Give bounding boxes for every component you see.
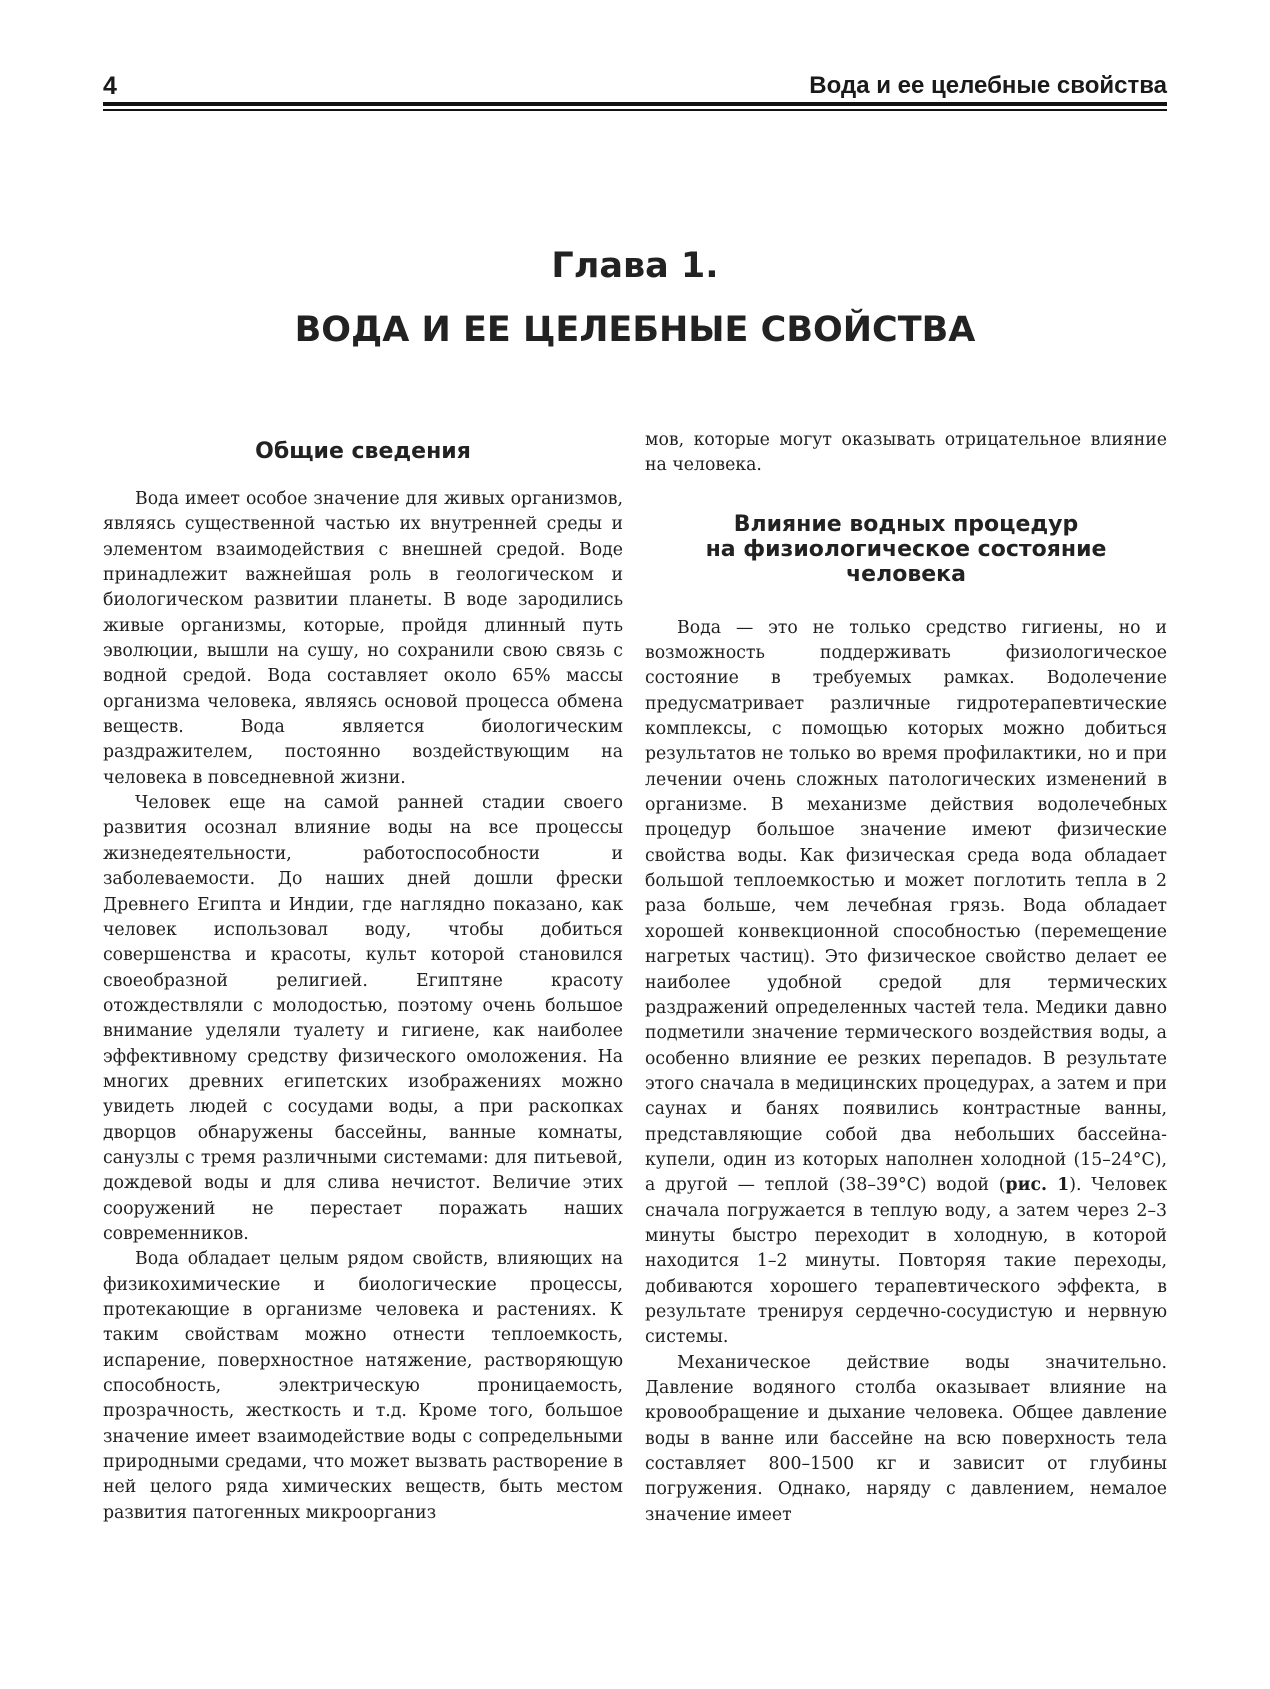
header-rule-thin	[103, 109, 1167, 111]
paragraph-text: ). Человек сначала погружается в теплую воду, а затем через 2–3 минуты быстро переходит в холодную, в которой находится 1–2 минуты. Повторяя такие переходы, добиваются хорошего терапевтического эффекта, в результате тренируя сердечно-сосудистую и нервную системы.	[645, 1175, 1168, 1348]
section-heading-line: на физиологическое состояние	[705, 536, 1107, 562]
chapter-number: Глава 1.	[551, 246, 719, 286]
running-header	[103, 64, 1167, 114]
paragraph-continuation: мов, которые могут оказывать отрицательное влияние на человека.	[645, 430, 1167, 476]
figure-reference: рис. 1	[1005, 1175, 1070, 1196]
paragraph-text: Вода — это не только средство гигиены, но и возможность поддерживать физиологическое состояние в требуемых рамках. Водолечение предусматривает различные гидротерапевтические комплексы, с помощью которых можно добиться результатов не только во время профилактики, но и при лечении очень сложных патологических изменений в организме. В механизме действия водолечебных процедур большое значение имеют физические свойства воды. Как физическая среда вода обладает большой теплоемкостью и может поглотить тепла в 2 раза больше, чем лечебная грязь. Вода обладает хорошей конвекционной способностью (перемещение нагретых частиц). Это физическое свойство делает ее наиболее удобной средой для термических раздражений определенных частей тела. Медики давно подметили значение термического воздействия воды, а особенно влияние ее резких перепадов. В результате этого сначала в медицинских процедурах, а затем и при саунах и банях появились контрастные ванны, представляющие собой два небольших бассейна-купели, один из которых наполнен холодной (15–24°С), а другой — теплой (38–39°С) водой (	[645, 617, 1167, 1196]
paragraph	[645, 616, 1167, 1351]
header-rule-thick	[103, 102, 1167, 106]
right-column	[645, 428, 1167, 1528]
section-heading-line: человека	[846, 561, 966, 587]
running-title: Вода и ее целебные свойства	[809, 72, 1167, 99]
paragraph: Механическое действие воды значительно. Давление водяного столба оказывает влияние на кровообращение и дыхание человека. Общее давление воды в ванне или бассейне на всю поверхность тела составляет 800–1500 кг и зависит от глубины погружения. Однако, наряду с давлением, немалое значение имеет	[645, 1352, 1167, 1525]
left-column	[103, 428, 623, 1526]
paragraph: Вода имеет особое значение для живых организмов, являясь существенной частью их внутренней среды и элементом взаимодействия с внешней средой. Воде принадлежит важнейшая роль в геологическом и биологическом развитии планеты. В воде зародились живые организмы, которые, пройдя длинный путь эволюции, вышли на сушу, но сохранили свою связь с водной средой. Вода составляет около 65% массы организма человека, являясь основой процесса обмена веществ. Вода является биологическим раздражителем, постоянно воздействующим на человека в повседневной жизни.	[103, 489, 623, 788]
page-number: 4	[103, 72, 117, 100]
section-heading-line: Влияние водных процедур	[733, 511, 1079, 537]
section-heading-water-procedures	[645, 512, 1167, 587]
paragraph: Человек еще на самой ранней стадии своего развития осознал влияние воды на все процессы жизнедеятельности, работоспособности и заболеваемости. До наших дней дошли фрески Древнего Египта и Индии, где наглядно показано, как человек использовал воду, чтобы добиться совершенства и красоты, культ которой становился своеобразной религией. Египтяне красоту отождествляли с молодостью, поэтому очень большое внимание уделяли туалету и гигиене, как наиболее эффективному средству физического омоложения. На многих древних египетских изображениях можно увидеть людей с сосудами воды, а при раскопках дворцов обнаружены бассейны, ванные комнаты, санузлы с тремя различными системами: для питьевой, дождевой воды и для слива нечистот. Величие этих сооружений не перестает поражать наших современников.	[103, 793, 623, 1244]
section-heading-general: Общие сведения	[255, 439, 471, 464]
paragraph: Вода обладает целым рядом свойств, влияющих на физикохимические и биологические процессы, протекающие в организме человека и растениях. К таким свойствам можно отнести теплоемкость, испарение, поверхностное натяжение, растворяющую способность, электрическую проницаемость, прозрачность, жесткость и т.д. Кроме того, большое значение имеет взаимодействие воды с сопредельными природными средами, что может вызвать растворение в ней целого ряда химических веществ, быть местом развития патогенных микроорганиз	[103, 1249, 623, 1523]
chapter-title: ВОДА И ЕЕ ЦЕЛЕБНЫЕ СВОЙСТВА	[294, 310, 976, 350]
